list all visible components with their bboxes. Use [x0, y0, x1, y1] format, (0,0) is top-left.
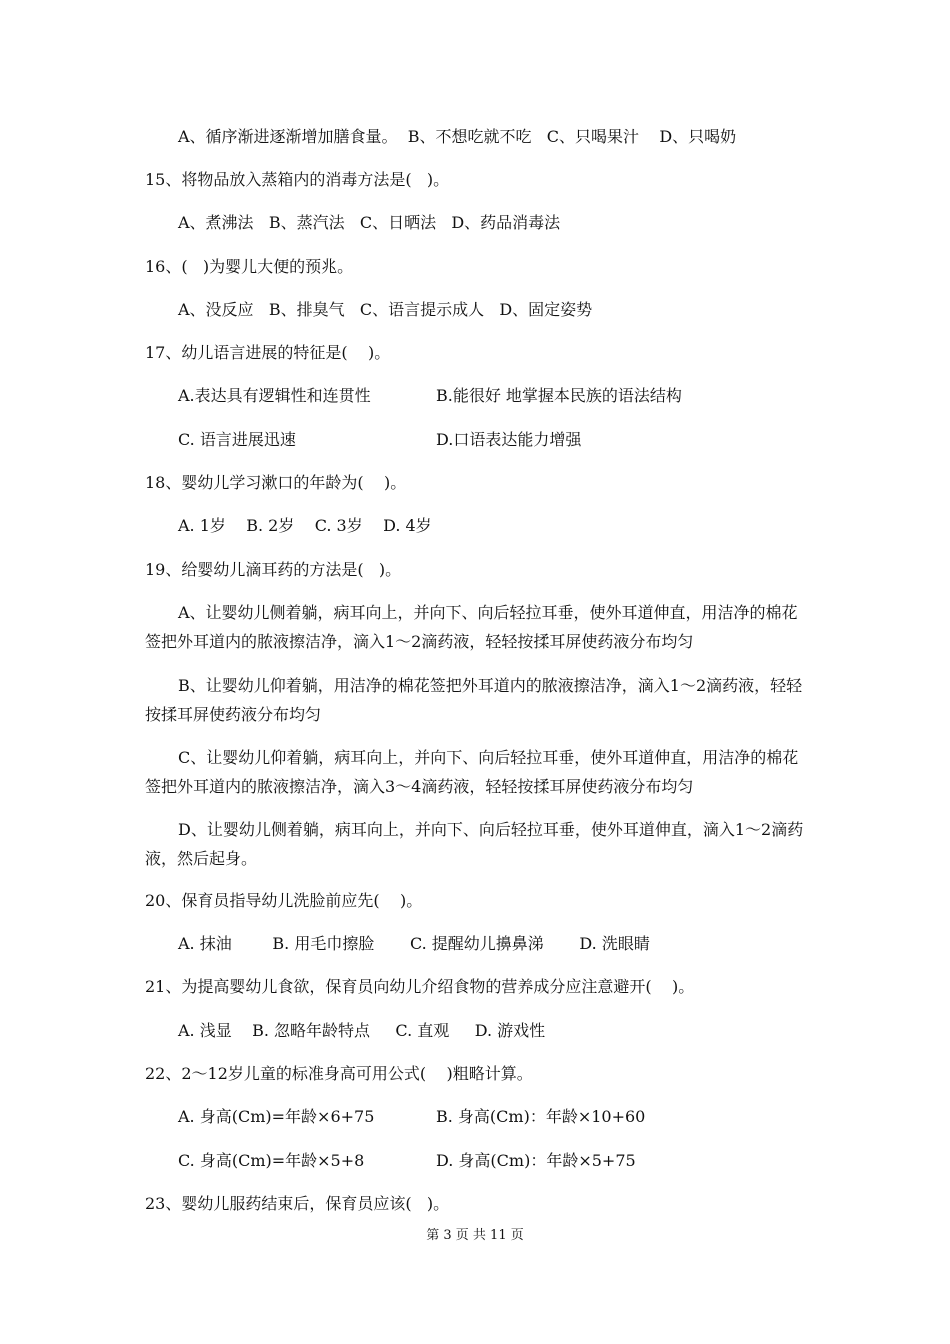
q17-stem: 17、幼儿语言进展的特征是( )。 [145, 343, 391, 362]
q21-stem: 21、为提高婴幼儿食欲，保育员向幼儿介绍食物的营养成分应注意避开( )。 [145, 977, 695, 996]
page-footer: 第 3 页 共 11 页 [426, 1228, 524, 1243]
q22-option-b: B. 身高(Cm)：年龄×10+60 [436, 1107, 646, 1126]
q23-stem: 23、婴幼儿服药结束后，保育员应该( )。 [145, 1194, 450, 1213]
q16-stem: 16、( )为婴儿大便的预兆。 [145, 257, 354, 276]
q15-options: A、煮沸法 B、蒸汽法 C、日晒法 D、药品消毒法 [178, 213, 561, 232]
q22-option-c: C. 身高(Cm)=年龄×5+8 [178, 1151, 365, 1170]
q18-stem: 18、婴幼儿学习漱口的年龄为( )。 [145, 473, 407, 492]
q21-options: A. 浅显 B. 忽略年龄特点 C. 直观 D. 游戏性 [178, 1021, 546, 1040]
q14-options: A、循序渐进逐渐增加膳食量。 B、不想吃就不吃 C、只喝果汁 D、只喝奶 [178, 127, 737, 146]
q19-option-a: A、让婴幼儿侧着躺，病耳向上，并向下、向后轻拉耳垂，使外耳道伸直，用洁净的棉花签把外耳道内的脓液擦洁净，滴入1～2滴药液，轻轻按揉耳屏使药液分布均匀 [145, 603, 798, 651]
q17-option-b: B.能很好 地掌握本民族的语法结构 [436, 386, 682, 405]
q19-option-c: C、让婴幼儿仰着躺，病耳向上，并向下、向后轻拉耳垂，使外耳道伸直，用洁净的棉花签把外耳道内的脓液擦洁净，滴入3～4滴药液，轻轻按揉耳屏使药液分布均匀 [145, 748, 799, 796]
q16-options: A、没反应 B、排臭气 C、语言提示成人 D、固定姿势 [178, 300, 593, 319]
q20-stem: 20、保育员指导幼儿洗脸前应先( )。 [145, 891, 423, 910]
q17-option-c: C. 语言进展迅速 [178, 430, 296, 449]
q22-option-d: D. 身高(Cm)：年龄×5+75 [436, 1151, 636, 1170]
q19-option-d: D、让婴幼儿侧着躺，病耳向上，并向下、向后轻拉耳垂，使外耳道伸直，滴入1～2滴药液，然后起身。 [145, 820, 804, 868]
q22-stem: 22、2～12岁儿童的标准身高可用公式( )粗略计算。 [145, 1064, 533, 1083]
q19-stem: 19、给婴幼儿滴耳药的方法是( )。 [145, 560, 402, 579]
q20-options: A. 抹油 B. 用毛巾擦脸 C. 提醒幼儿擤鼻涕 D. 洗眼睛 [178, 934, 650, 953]
q19-option-b: B、让婴幼儿仰着躺，用洁净的棉花签把外耳道内的脓液擦洁净，滴入1～2滴药液，轻轻按揉耳屏使药液分布均匀 [145, 676, 803, 724]
q22-option-a: A. 身高(Cm)=年龄×6+75 [178, 1107, 375, 1126]
q15-stem: 15、将物品放入蒸箱内的消毒方法是( )。 [145, 170, 450, 189]
q18-options: A. 1岁 B. 2岁 C. 3岁 D. 4岁 [178, 516, 432, 535]
q17-option-d: D.口语表达能力增强 [436, 430, 582, 449]
q17-option-a: A.表达具有逻辑性和连贯性 [178, 386, 371, 405]
